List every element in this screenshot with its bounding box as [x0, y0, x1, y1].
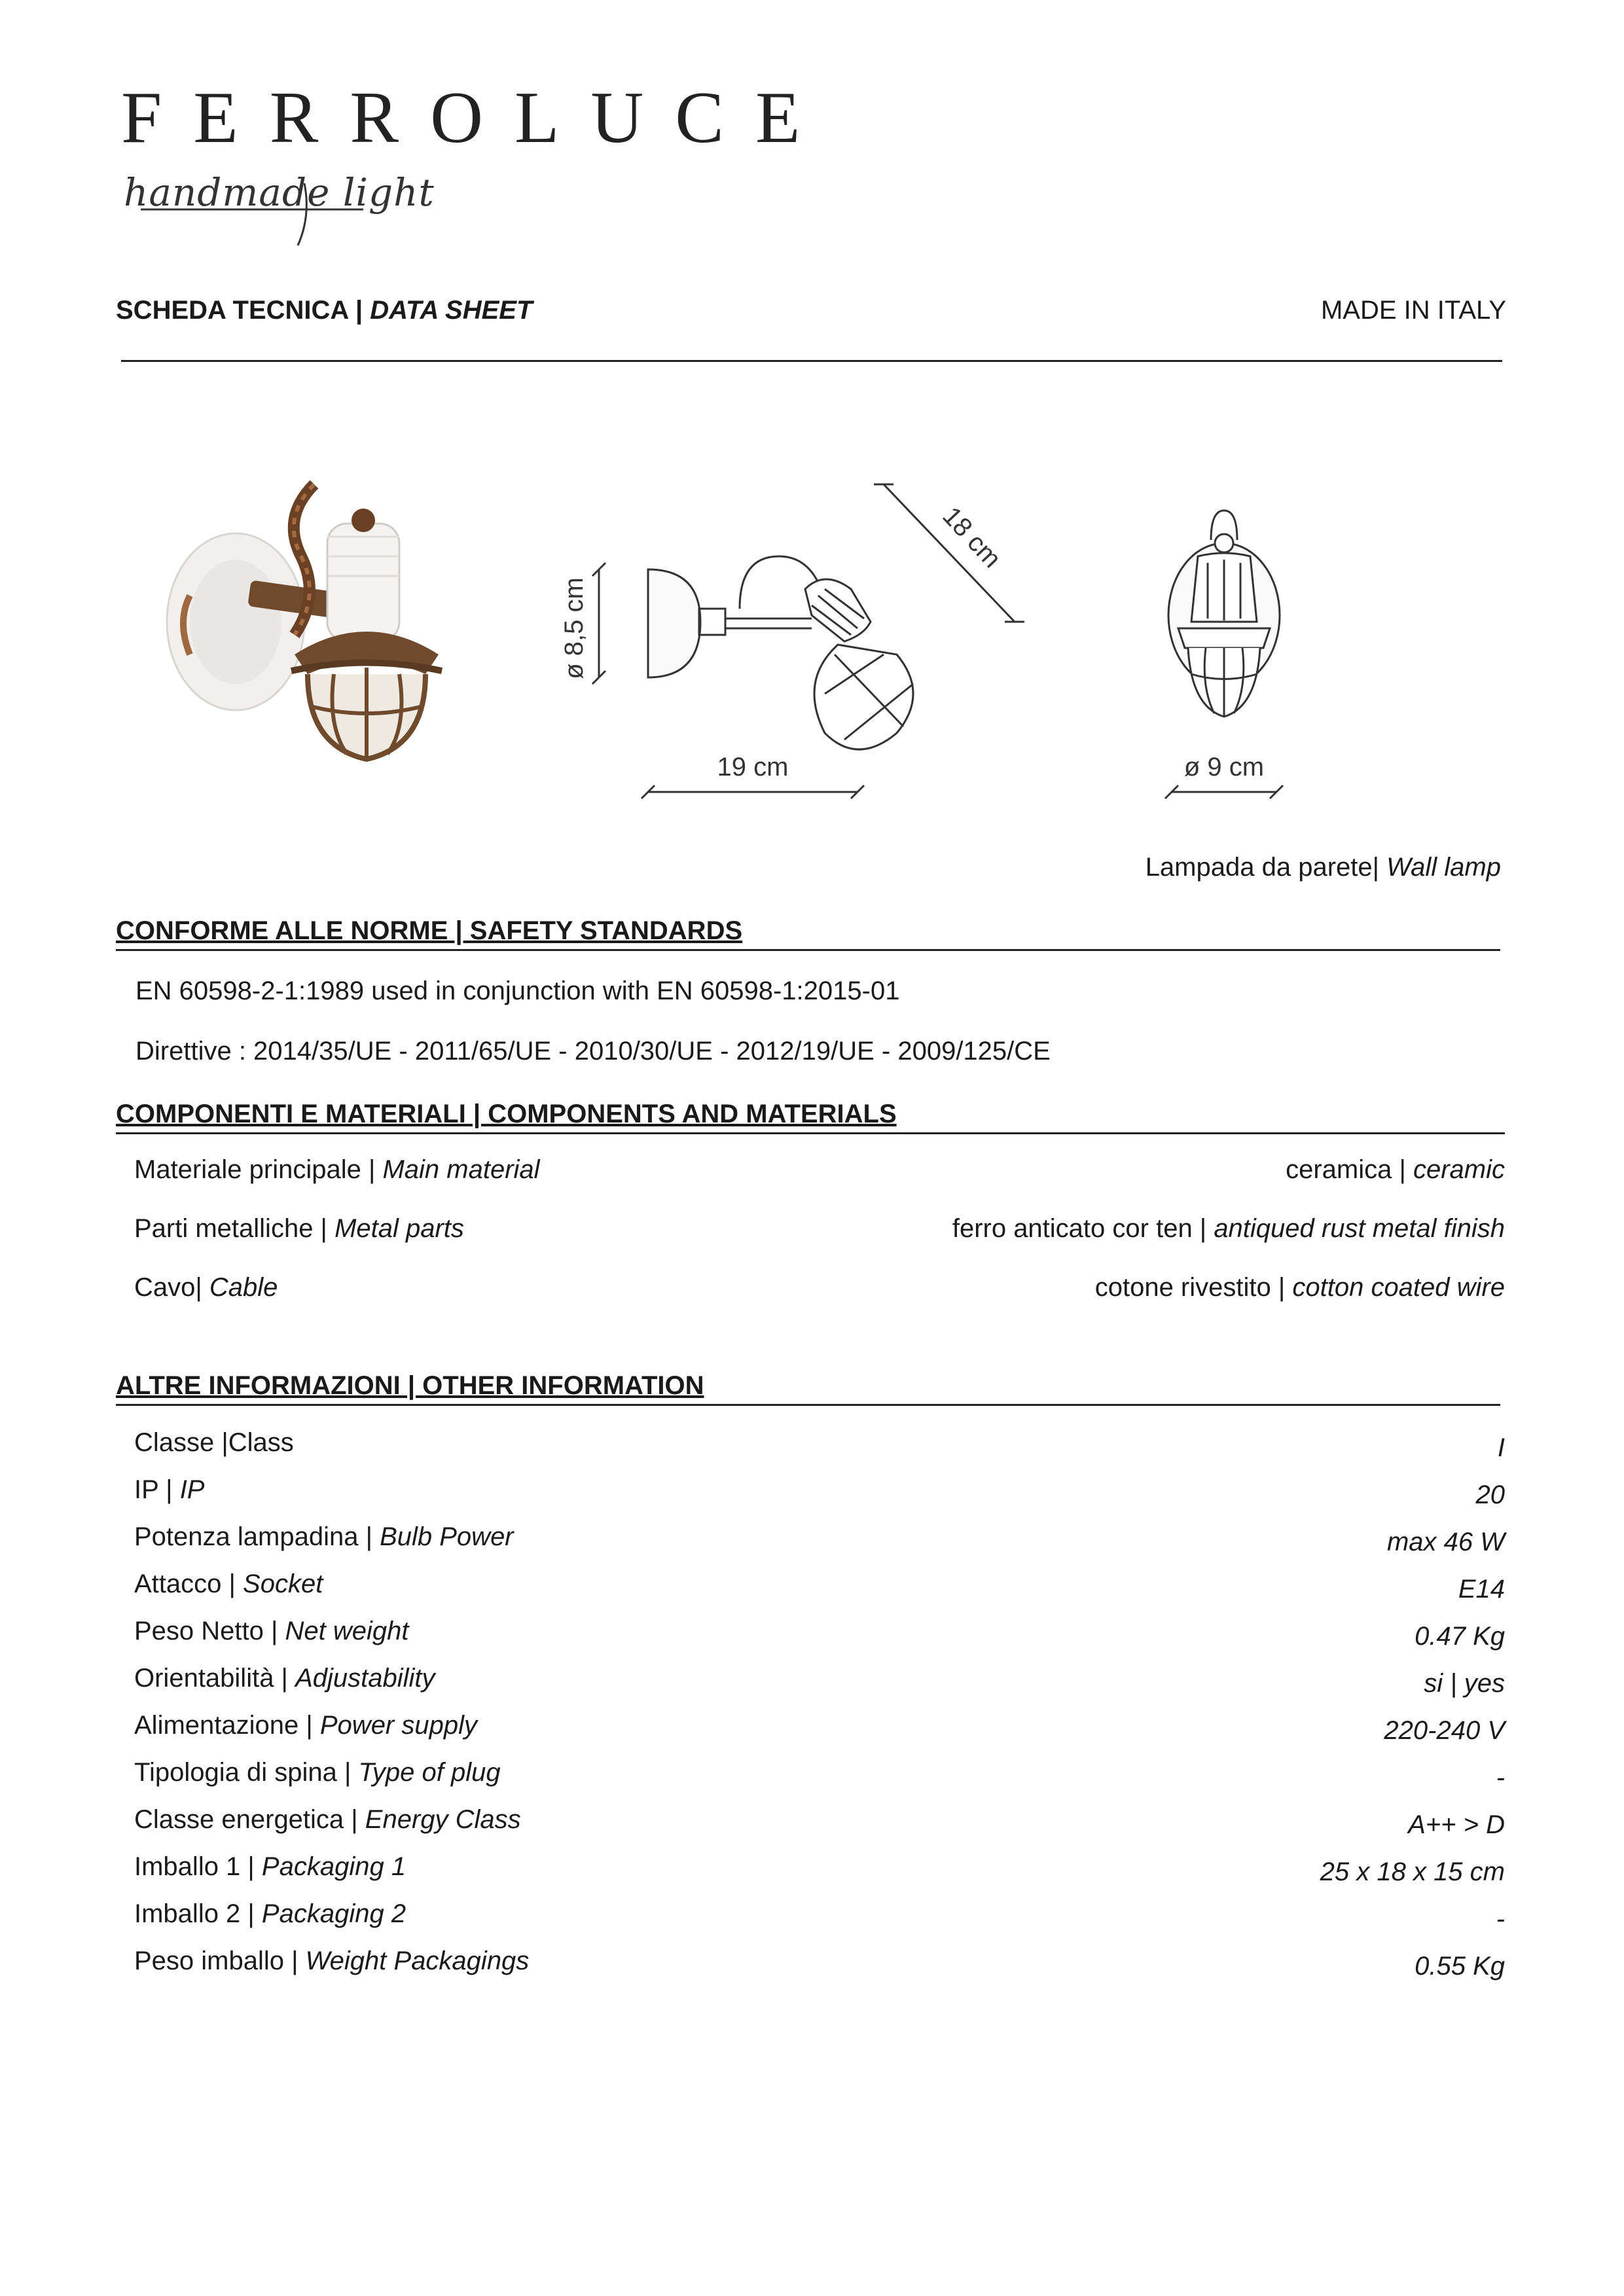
front-view-drawing [1168, 511, 1280, 717]
info-row-socket: Attacco | Socket E14 [134, 1570, 1505, 1604]
info-row-class: Classe |Class I [134, 1428, 1505, 1462]
materials-row-cable: Cavo| Cable cotone rivestito | cotton coated wire [134, 1273, 1505, 1302]
safety-section-title: CONFORME ALLE NORME | SAFETY STANDARDS [116, 916, 743, 945]
dim-height-label: ø 8,5 cm [560, 577, 588, 679]
product-photo [167, 484, 442, 759]
header-divider [121, 360, 1502, 362]
brand-logo [121, 77, 832, 236]
info-row-net-weight: Peso Netto | Net weight 0.47 Kg [134, 1617, 1505, 1651]
side-view-drawing [648, 556, 913, 749]
info-row-packaging-1: Imballo 1 | Packaging 1 25 x 18 x 15 cm [134, 1852, 1505, 1886]
safety-standard: EN 60598-2-1:1989 used in conjunction with EN 60598-1:2015-01 [135, 977, 900, 1005]
dim-length-label: 19 cm [717, 753, 789, 781]
materials-row-metal: Parti metalliche | Metal parts ferro anticato cor ten | antiqued rust metal finish [134, 1214, 1505, 1243]
safety-section-rule [116, 949, 1500, 951]
info-row-energy-class: Classe energetica | Energy Class A++ > D [134, 1805, 1505, 1839]
info-row-packaging-weight: Peso imballo | Weight Packagings 0.55 Kg [134, 1946, 1505, 1981]
other-section-title: ALTRE INFORMAZIONI | OTHER INFORMATION [116, 1371, 704, 1400]
materials-row-main: Materiale principale | Main material ceramica | ceramic [134, 1155, 1505, 1184]
materials-section-rule [116, 1132, 1505, 1134]
product-caption: Lampada da parete| Wall lamp [1145, 853, 1501, 882]
info-row-power-supply: Alimentazione | Power supply 220-240 V [134, 1711, 1505, 1745]
safety-directives: Direttive : 2014/35/UE - 2011/65/UE - 2010/30/UE - 2012/19/UE - 2009/125/CE [135, 1037, 1051, 1066]
datasheet-title: SCHEDA TECNICA | DATA SHEET [116, 296, 533, 325]
materials-section-title: COMPONENTI E MATERIALI | COMPONENTS AND MATERIALS [116, 1100, 897, 1128]
brand-name: FERROLUCE [121, 77, 832, 158]
info-row-packaging-2: Imballo 2 | Packaging 2 - [134, 1899, 1505, 1933]
dim-diameter-label: ø 9 cm [1183, 753, 1265, 781]
brand-tagline: handmade light [124, 170, 435, 215]
made-in-italy: MADE IN ITALY [1320, 296, 1506, 325]
info-row-ip: IP | IP 20 [134, 1475, 1505, 1509]
product-images [151, 458, 1329, 825]
info-row-adjustability: Orientabilità | Adjustability si | yes [134, 1664, 1505, 1698]
info-row-plug-type: Tipologia di spina | Type of plug - [134, 1758, 1505, 1792]
dim-arm-label: 18 cm [937, 501, 1007, 573]
brand-underline-icon [121, 170, 514, 249]
other-section-rule [116, 1404, 1500, 1406]
front-dimension-lines [1165, 785, 1283, 798]
info-row-bulb-power: Potenza lampadina | Bulb Power max 46 W [134, 1522, 1505, 1556]
